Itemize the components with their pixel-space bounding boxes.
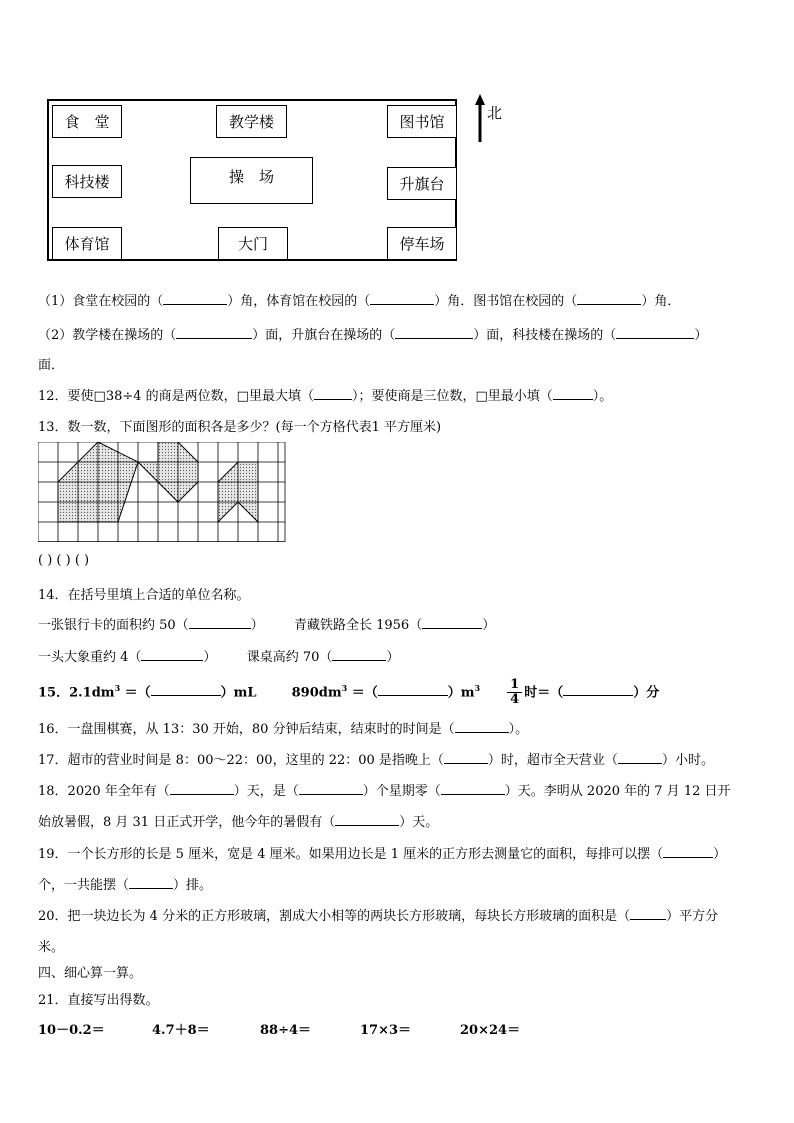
q18-line1: 18．2020 年全年有（ ）天，是（ ）个星期零（ ）天。李明从 2020 年的 7 月 12 日开 <box>38 784 731 799</box>
map-parking: 停车场 <box>387 227 457 260</box>
map-flagpole: 升旗台 <box>387 167 457 200</box>
q19-line2: 个，一共能摆（ ）排。 <box>38 878 213 893</box>
q13-answers: ( ) ( ) ( ) <box>38 553 90 568</box>
north-arrow-icon <box>474 94 486 142</box>
map-gym: 体育馆 <box>52 227 122 260</box>
q21-title: 21．直接写出得数。 <box>38 993 159 1008</box>
map-teaching-building: 教学楼 <box>216 105 287 138</box>
north-label: 北 <box>487 104 503 122</box>
area-grid-figure <box>38 442 286 542</box>
q13-title: 13．数一数，下面图形的面积各是多少？(每一个方格代表1 平方厘米) <box>38 420 442 435</box>
q20-line2: 米。 <box>38 940 65 955</box>
q11-part2: （2）教学楼在操场的（ ）面，升旗台在操场的（ ）面，科技楼在操场的（ ） <box>38 328 708 343</box>
q11-part2-cont: 面． <box>38 358 65 373</box>
fraction-quarter: $\frac{1}{4}$ <box>507 678 522 707</box>
q15: 15．$2.1dm^3$ ＝（ ）mL $890dm^3$ ＝（ ）$m^3$ $\frac{1}{4}$ 时＝（ ）分 <box>38 677 660 708</box>
q20-line1: 20．把一块边长为 4 分米的正方形玻璃，割成大小相等的两块长方形玻璃，每块长方形玻璃的面积是（ ）平方分 <box>38 909 719 924</box>
q19-line1: 19．一个长方形的长是 5 厘米，宽是 4 厘米。如果用边长是 1 厘米的正方形去测量它的面积，每排可以摆（ ） <box>38 847 727 862</box>
map-playground: 操 场 <box>190 157 313 204</box>
shape-2 <box>138 442 198 502</box>
q21-item-1: 10－0.2＝ <box>38 1023 105 1038</box>
q11-part1: （1）食堂在校园的（ ）角，体育馆在校园的（ ）角．图书馆在校园的（ ）角． <box>38 294 681 309</box>
q21-item-3: 88÷4＝ <box>260 1023 312 1038</box>
q12: 12．要使□38÷4 的商是两位数，□里最大填（ ）；要使商是三位数，□里最小填（ ）。 <box>38 389 613 404</box>
q21-item-2: 4.7＋8＝ <box>152 1023 210 1038</box>
q16: 16．一盘围棋赛，从 13：30 开始，80 分钟后结束，结束时的时间是（ ）。 <box>38 722 529 737</box>
map-library: 图书馆 <box>387 105 457 138</box>
map-canteen: 食 堂 <box>52 105 122 138</box>
q14-title: 14．在括号里填上合适的单位名称。 <box>38 588 250 603</box>
q18-line2: 始放暑假，8 月 31 日正式开学，他今年的暑假有（ ）天。 <box>38 815 439 830</box>
q14-line1: 一张银行卡的面积约 50（ ） 青藏铁路全长 1956（ ） <box>38 618 496 633</box>
campus-map <box>47 99 457 261</box>
q21-item-4: 17×3＝ <box>360 1023 412 1038</box>
q17: 17．超市的营业时间是 8：00～22：00，这里的 22：00 是指晚上（ ）时，超市全天营业（ ）小时。 <box>38 753 714 768</box>
q21-item-5: 20×24＝ <box>460 1023 521 1038</box>
map-gate: 大门 <box>218 227 288 260</box>
q14-line2: 一头大象重约 4（ ） 课桌高约 70（ ） <box>38 650 400 665</box>
map-tech-building: 科技楼 <box>52 165 122 198</box>
section-4-heading: 四、细心算一算。 <box>38 966 143 981</box>
